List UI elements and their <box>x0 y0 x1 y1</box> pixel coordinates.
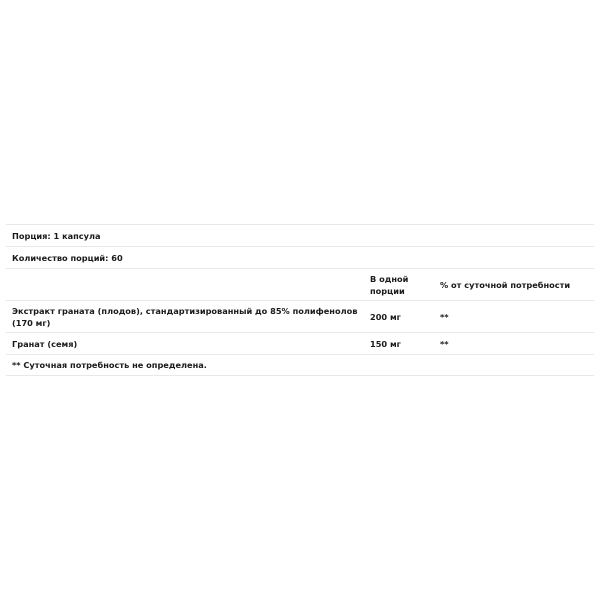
column-header-row <box>6 269 594 301</box>
ingredient-row <box>6 301 594 333</box>
footnote-row <box>6 355 594 376</box>
footnote-text: ** Суточная потребность не определена. <box>6 355 594 376</box>
servings-count-row <box>6 247 594 269</box>
serving-size-label: Порция: 1 капсула <box>6 225 594 247</box>
ingredient-name: Гранат (семя) <box>6 333 364 355</box>
supplement-facts-table <box>6 224 594 376</box>
servings-count-label: Количество порций: 60 <box>6 247 594 269</box>
ingredient-dv: ** <box>434 301 594 333</box>
header-empty-cell <box>6 269 364 301</box>
ingredient-name: Экстракт граната (плодов), стандартизированный до 85% полифенолов (170 мг) <box>6 301 364 333</box>
dv-column-header: % от суточной потребности <box>434 269 594 301</box>
ingredient-amount: 150 мг <box>364 333 434 355</box>
ingredient-amount: 200 мг <box>364 301 434 333</box>
ingredient-row <box>6 333 594 355</box>
serving-size-row <box>6 225 594 247</box>
ingredient-dv: ** <box>434 333 594 355</box>
amount-column-header: В одной порции <box>364 269 434 301</box>
